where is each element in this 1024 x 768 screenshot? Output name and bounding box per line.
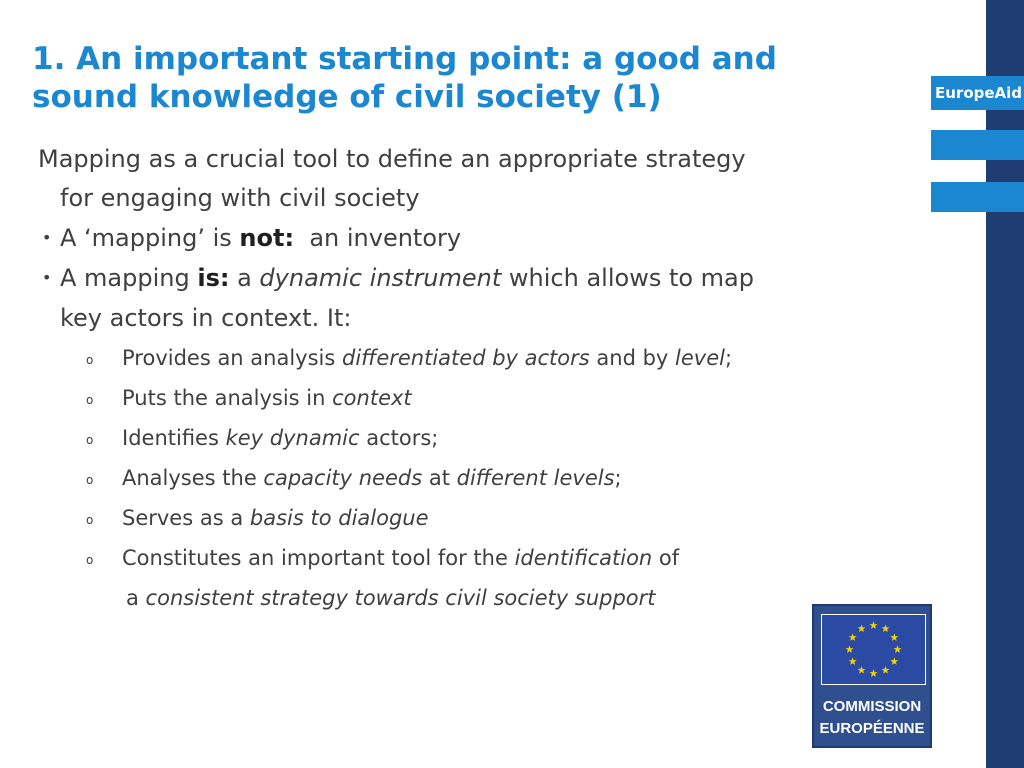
sub-bullet-marker: o xyxy=(86,513,94,527)
italic-text: consistent strategy towards civil society support xyxy=(145,586,656,610)
text: at xyxy=(422,466,457,490)
italic-text: different levels xyxy=(456,466,615,490)
right-navy-column xyxy=(986,0,1024,768)
slide-body xyxy=(38,140,908,618)
text: which allows to map xyxy=(501,264,754,292)
italic-text: capacity needs xyxy=(263,466,423,490)
text: Puts the analysis in xyxy=(122,386,333,410)
eu-star xyxy=(846,645,854,653)
bullet-dot: • xyxy=(42,268,52,287)
bullet-mapping-not xyxy=(38,218,908,258)
sub-bullet-marker: o xyxy=(86,553,94,567)
eu-star xyxy=(890,657,898,665)
text: key actors in context. It: xyxy=(60,304,352,332)
slide-title xyxy=(32,40,912,116)
bold-text: not: xyxy=(239,224,295,252)
italic-text: level xyxy=(675,346,725,370)
italic-text: key dynamic xyxy=(225,426,360,450)
eu-star xyxy=(870,621,878,629)
intro-line-2: for engaging with civil society xyxy=(60,184,420,212)
sub-item-capacity xyxy=(38,458,908,498)
decorative-bar-1 xyxy=(931,130,1024,160)
italic-text: dynamic instrument xyxy=(259,264,502,292)
eu-star xyxy=(849,633,857,641)
text: Analyses the xyxy=(122,466,264,490)
sub-item-analysis xyxy=(38,338,908,378)
eu-star xyxy=(870,669,878,677)
title-line-2: sound knowledge of civil society (1) xyxy=(32,79,662,115)
text: and by xyxy=(589,346,676,370)
text: an inventory xyxy=(294,224,462,252)
text: Constitutes an important tool for the xyxy=(122,546,515,570)
italic-text: identification xyxy=(514,546,653,570)
commission-name-line-1: COMMISSION xyxy=(822,698,922,715)
eu-star xyxy=(849,657,857,665)
eu-star xyxy=(858,625,866,633)
europeaid-label: EuropeAid xyxy=(931,76,1024,110)
european-commission-logo xyxy=(812,604,932,748)
decorative-bar-2 xyxy=(931,182,1024,212)
sub-item-context xyxy=(38,378,908,418)
commission-name xyxy=(814,696,930,740)
text: Identifies xyxy=(122,426,226,450)
eu-star xyxy=(894,645,902,653)
title-line-1: 1. An important starting point: a good and xyxy=(32,41,777,77)
sub-bullet-marker: o xyxy=(86,393,94,407)
bullet-mapping-is xyxy=(38,258,908,338)
text: ; xyxy=(724,346,733,370)
italic-text: context xyxy=(332,386,412,410)
sub-bullet-marker: o xyxy=(86,473,94,487)
sub-bullet-list xyxy=(38,338,908,618)
eu-flag-icon xyxy=(821,614,926,685)
sub-bullet-marker: o xyxy=(86,353,94,367)
text: a xyxy=(229,264,260,292)
italic-text: basis to dialogue xyxy=(249,506,429,530)
eu-star xyxy=(882,666,890,674)
sub-item-strategy-continuation xyxy=(38,578,908,618)
eu-star xyxy=(890,633,898,641)
sub-item-dialogue xyxy=(38,498,908,538)
bullet-dot: • xyxy=(42,228,52,247)
text: ; xyxy=(614,466,622,490)
text: a xyxy=(126,586,146,610)
intro-paragraph xyxy=(38,140,908,218)
eu-star xyxy=(882,625,890,633)
text: A mapping xyxy=(60,264,198,292)
sub-item-strategy xyxy=(38,538,908,578)
text: A ‘mapping’ is xyxy=(60,224,240,252)
bold-text: is: xyxy=(197,264,230,292)
commission-name-line-2: EUROPÉENNE xyxy=(819,720,925,737)
eu-star xyxy=(858,666,866,674)
italic-text: differentiated by actors xyxy=(342,346,590,370)
sub-bullet-marker: o xyxy=(86,433,94,447)
text: Provides an analysis xyxy=(122,346,342,370)
text: Serves as a xyxy=(122,506,250,530)
sub-item-actors xyxy=(38,418,908,458)
text: actors; xyxy=(359,426,439,450)
text: of xyxy=(652,546,680,570)
eu-stars-icon xyxy=(822,615,925,684)
intro-line-1: Mapping as a crucial tool to define an appropriate strategy xyxy=(38,145,746,173)
